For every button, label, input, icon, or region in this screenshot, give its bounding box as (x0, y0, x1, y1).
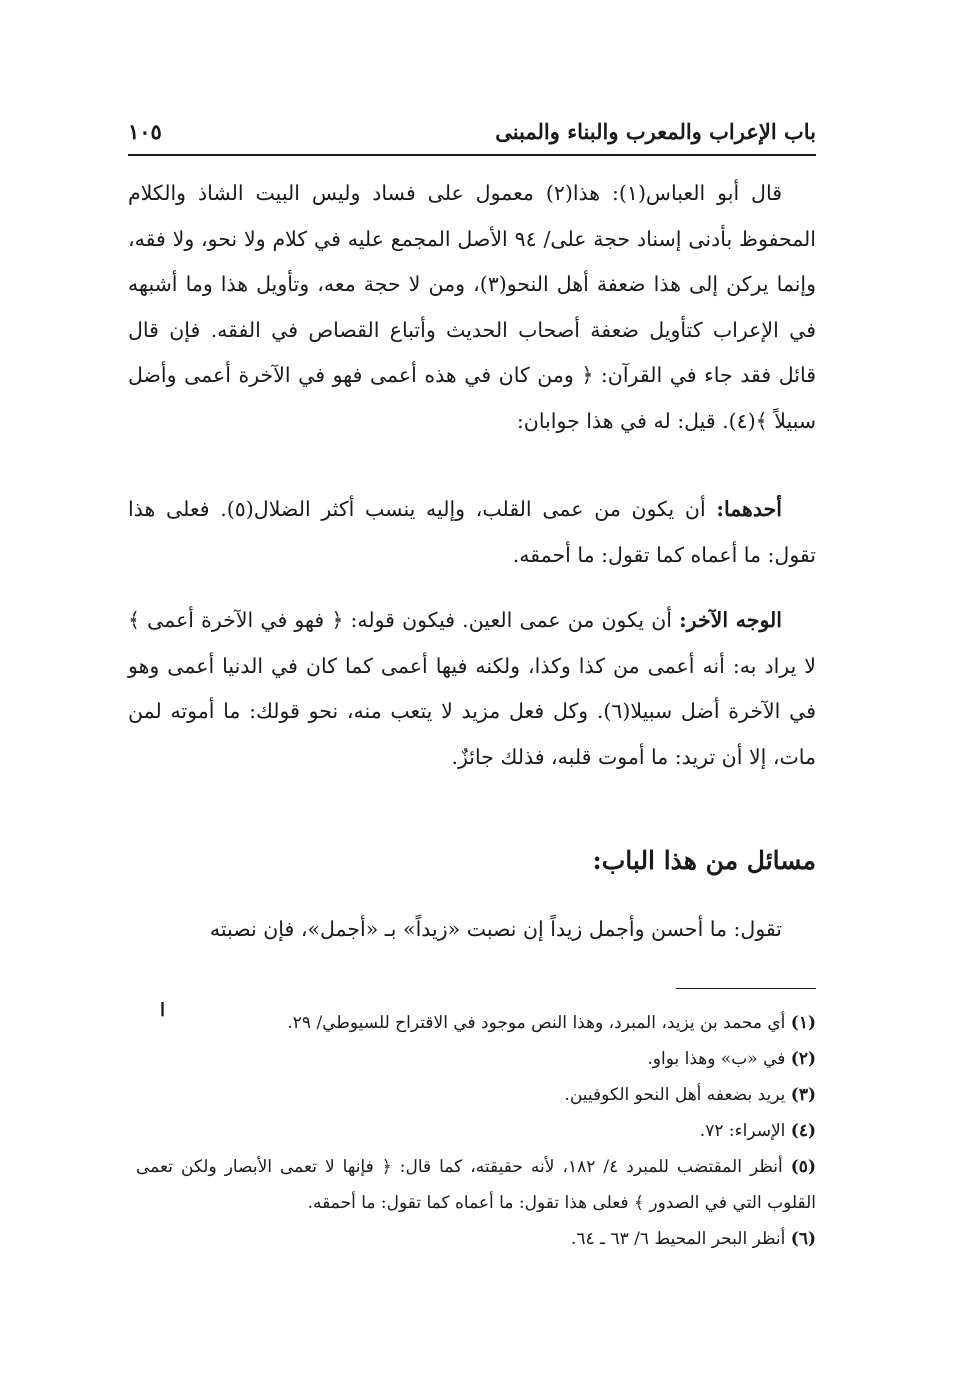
running-header (128, 113, 816, 153)
paragraph-lead: أحدهما: (716, 497, 782, 521)
footnote-6 (136, 1221, 816, 1257)
footnote-4 (136, 1113, 816, 1149)
body-paragraph-3 (128, 598, 816, 780)
footnote-3 (136, 1077, 816, 1113)
paragraph-text: قال أبو العباس(١): هذا(٢) معمول على فساد وليس البيت الشاذ والكلام المحفوظ بأدنى إسناد حجة على/ ٩٤ الأصل المجمع عليه في كلام ولا نحو، ولا فقه، وإنما يركن إلى هذا ضعفة أهل النحو(٣)، ومن لا حجة معه، وتأويل هذا وما أشبهه في الإعراب كتأويل ضعفة أصحاب الحديث وأتباع القصاص في الفقه. فإن قال قائل فقد جاء في القرآن: ﴿ ومن كان في هذه أعمى فهو في الآخرة أعمى وأضل سبيلاً ﴾(٤). قيل: له في هذا جوابان: (128, 181, 817, 433)
footnote-number: (٥) (790, 1157, 816, 1177)
paragraph-text: تقول: ما أحسن وأجمل زيداً إن نصبت «زيداً» بـ «أجمل»، فإن نصبته (209, 917, 782, 941)
paragraph-text: أن يكون من عمى العين. فيكون قوله: ﴿ فهو في الآخرة أعمى ﴾ لا يراد به: أنه أعمى من كذا وكذا، ولكنه فيها أعمى كما كان في الدنيا أعمى وهو في الآخرة أضل سبيلا(٦). وكل فعل مزيد لا يتعب منه، نحو قولك: ما أموته لمن مات، إلا أن تريد: ما أموت قلبه، فذلك جائزٌ. (128, 608, 816, 769)
chapter-title: باب الإعراب والمعرب والبناء والمبنى (495, 119, 816, 144)
footnote-1 (136, 1005, 816, 1041)
footnote-text: أنظر المقتضب للمبرد ٤/ ١٨٢، لأنه حقيقته، كما قال: ﴿ فإنها لا تعمى الأبصار ولكن تعمى القلوب التي في الصدور ﴾ فعلى هذا تقول: ما أعماه كما تقول: ما أحمقه. (136, 1157, 816, 1213)
paragraph-text: أن يكون من عمى القلب، وإليه ينسب أكثر الضلال(٥). فعلى هذا تقول: ما أعماه كما تقول: ما أحمقه. (128, 497, 816, 567)
footnote-text: أنظر البحر المحيط ٦/ ٦٣ ـ ٦٤. (570, 1229, 791, 1249)
footnote-number: (١) (790, 1013, 816, 1033)
paragraph-lead: الوجه الآخر: (679, 608, 782, 632)
footnote-text: في «ب» وهذا بواو. (647, 1049, 791, 1069)
header-divider (128, 154, 816, 156)
footnote-text: الإسراء: ٧٢. (699, 1121, 791, 1141)
footnote-number: (٣) (790, 1085, 816, 1105)
footnote-text: أي محمد بن يزيد، المبرد، وهذا النص موجود في الاقتراح للسيوطي/ ٢٩. (287, 1013, 791, 1033)
paragraph-content (128, 487, 816, 578)
footnote-divider (676, 988, 816, 989)
footnote-2 (136, 1041, 816, 1077)
footnote-number: (٦) (790, 1229, 816, 1249)
paragraph-content (128, 598, 816, 780)
footnote-text: يريد بضعفه أهل النحو الكوفيين. (564, 1085, 791, 1105)
footnote-number: (٤) (790, 1121, 816, 1141)
footnote-number: (٢) (790, 1049, 816, 1069)
footnote-5 (136, 1149, 816, 1221)
footnotes-block (136, 1005, 816, 1257)
page-number: ١٠٥ (128, 119, 162, 144)
body-paragraph-1 (128, 171, 816, 444)
body-paragraph-4 (128, 907, 816, 953)
body-paragraph-2 (128, 487, 816, 578)
section-heading: مسائل من هذا الباب: (592, 846, 816, 875)
margin-mark: ا (160, 1000, 166, 1021)
